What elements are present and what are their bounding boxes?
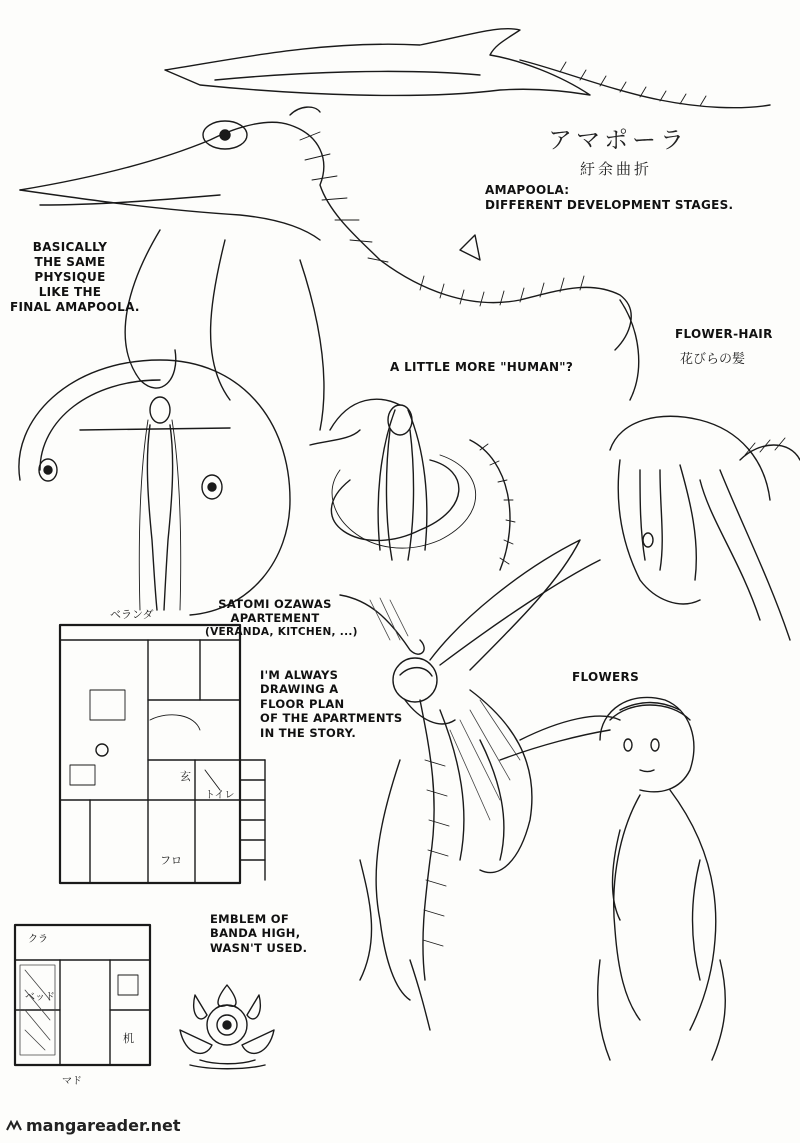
- satomi-apartment-note: [205, 597, 358, 639]
- same-physique-line-3: PHYSIQUE: [34, 270, 106, 284]
- same-physique-line-2: THE SAME: [34, 255, 106, 269]
- floor-plan-habit-line-2: DRAWING A: [260, 682, 339, 697]
- closet-label: クラ: [28, 934, 48, 945]
- satomi-apartment-line-1: SATOMI OZAWAS: [218, 597, 332, 611]
- window-label: マド: [62, 1076, 82, 1087]
- amapoola-japanese-subtitle: 紆余曲折: [580, 160, 653, 178]
- satomi-apartment-line-3: (VERANDA, KITCHEN, ...): [205, 625, 358, 638]
- same-physique-line-4: LIKE THE: [38, 285, 102, 299]
- same-physique-note: [10, 240, 140, 315]
- figure-with-ribbons-sketch: [310, 399, 515, 570]
- development-stages-line-1: AMAPOOLA:: [485, 183, 570, 197]
- bed-label: ベッド: [25, 992, 55, 1003]
- floor-plan-large-sketch: [60, 625, 265, 883]
- flowers-note: FLOWERS: [572, 670, 640, 684]
- more-human-note: A LITTLE MORE "HUMAN"?: [390, 360, 574, 374]
- banda-high-emblem-line-3: WASN'T USED.: [210, 940, 308, 955]
- winged-fairy-sketch: [340, 540, 600, 1030]
- banda-high-emblem-line-2: BANDA HIGH,: [210, 926, 301, 941]
- banda-high-emblem-line-1: EMBLEM OF: [210, 912, 290, 926]
- site-watermark: [6, 1116, 181, 1135]
- watermark-text: mangareader.net: [26, 1116, 181, 1135]
- creature-sketch-top: [165, 29, 770, 108]
- flowers-girl-sketch: [500, 697, 725, 1060]
- floor-plan-habit-line-4: OF THE APARTMENTS: [260, 711, 403, 726]
- same-physique-line-1: BASICALLY: [32, 240, 108, 254]
- figure-in-sphere-sketch: [19, 360, 290, 615]
- desk-label: 机: [123, 1032, 134, 1045]
- development-stages-line-2: DIFFERENT DEVELOPMENT STAGES.: [485, 198, 734, 212]
- flower-hair-head-sketch: [610, 416, 800, 640]
- floor-plan-habit-note: [260, 668, 402, 740]
- development-stages-note: [485, 183, 733, 213]
- watermark-logo-icon: [6, 1117, 22, 1129]
- flower-hair-japanese-note: 花びらの髪: [680, 352, 746, 367]
- floor-plan-habit-line-3: FLOOR PLAN: [260, 696, 345, 711]
- flower-hair-note: FLOWER-HAIR: [675, 327, 773, 341]
- floor-plan-habit-line-5: IN THE STORY.: [260, 725, 357, 740]
- entrance-label: 玄: [180, 770, 191, 783]
- satomi-apartment-line-2: APARTEMENT: [230, 611, 320, 626]
- toilet-label: トイレ: [205, 790, 235, 801]
- banda-high-emblem-note: [210, 912, 307, 955]
- bath-label: フロ: [160, 854, 182, 867]
- floor-plan-habit-line-1: I'M ALWAYS: [260, 668, 339, 682]
- amapoola-japanese-title: アマポーラ: [548, 126, 688, 154]
- same-physique-line-5: FINAL AMAPOOLA.: [10, 300, 140, 314]
- veranda-label: ベランダ: [110, 608, 154, 621]
- lotus-emblem-sketch: [180, 985, 274, 1069]
